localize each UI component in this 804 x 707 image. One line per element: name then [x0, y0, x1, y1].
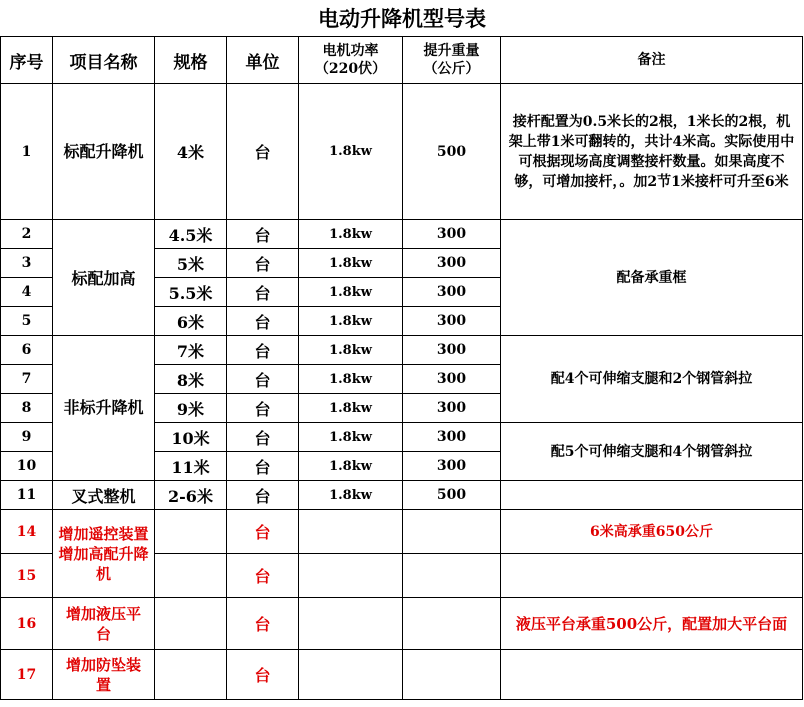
row-load — [403, 510, 501, 554]
header-load-line1: 提升重量 — [423, 43, 480, 59]
row-spec: 10米 — [155, 423, 227, 452]
row-name: 增加液压平台 — [53, 598, 155, 650]
row-power: 1.8kw — [299, 220, 403, 249]
row-unit: 台 — [227, 598, 299, 650]
row-spec: 7米 — [155, 336, 227, 365]
row-note — [501, 481, 803, 510]
row-spec — [155, 510, 227, 554]
group-note-standard-raise: 配备承重框 — [501, 220, 803, 336]
row-spec — [155, 598, 227, 650]
row-unit: 台 — [227, 365, 299, 394]
row-load: 500 — [403, 481, 501, 510]
row-seq: 15 — [1, 554, 53, 598]
row-unit: 台 — [227, 249, 299, 278]
group-name-standard-raise: 标配加高 — [53, 220, 155, 336]
row-unit: 台 — [227, 554, 299, 598]
row-note — [501, 554, 803, 598]
row-unit: 台 — [227, 650, 299, 700]
row-seq: 4 — [1, 278, 53, 307]
row-spec: 6米 — [155, 307, 227, 336]
row-spec: 9米 — [155, 394, 227, 423]
row-power: 1.8kw — [299, 307, 403, 336]
row-load: 300 — [403, 394, 501, 423]
row-power: 1.8kw — [299, 365, 403, 394]
table-row — [1, 84, 803, 220]
row-spec — [155, 650, 227, 700]
table-row — [1, 220, 803, 249]
header-power-line2: （220伏） — [314, 61, 387, 77]
table-row — [1, 598, 803, 650]
row-load — [403, 554, 501, 598]
row-seq: 14 — [1, 510, 53, 554]
row-unit: 台 — [227, 336, 299, 365]
row-unit: 台 — [227, 84, 299, 220]
row-power: 1.8kw — [299, 278, 403, 307]
row-unit: 台 — [227, 307, 299, 336]
row-seq: 5 — [1, 307, 53, 336]
model-table — [0, 36, 803, 700]
row-load: 300 — [403, 365, 501, 394]
group-name-nonstandard: 非标升降机 — [53, 336, 155, 481]
header-unit: 单位 — [227, 37, 299, 84]
table-row — [1, 650, 803, 700]
row-unit: 台 — [227, 423, 299, 452]
header-row — [1, 37, 803, 84]
header-power-line1: 电机功率 — [322, 43, 379, 59]
table-row — [1, 481, 803, 510]
row-load: 300 — [403, 307, 501, 336]
row-power — [299, 554, 403, 598]
row-note: 液压平台承重500公斤，配置加大平台面 — [501, 598, 803, 650]
header-load-line2: （公斤） — [423, 61, 480, 77]
group-note-9-10: 配5个可伸缩支腿和4个钢管斜拉 — [501, 423, 803, 481]
row-load: 300 — [403, 336, 501, 365]
table-title: 电动升降机型号表 — [318, 6, 486, 31]
row-seq: 2 — [1, 220, 53, 249]
row-load: 300 — [403, 249, 501, 278]
row-seq: 6 — [1, 336, 53, 365]
group-note-6-8: 配4个可伸缩支腿和2个钢管斜拉 — [501, 336, 803, 423]
row-unit: 台 — [227, 278, 299, 307]
row-seq: 7 — [1, 365, 53, 394]
group-name-remote: 增加遥控装置增加高配升降机 — [53, 510, 155, 598]
row-seq: 8 — [1, 394, 53, 423]
row-power: 1.8kw — [299, 249, 403, 278]
row-power: 1.8kw — [299, 336, 403, 365]
row-load: 300 — [403, 423, 501, 452]
header-note: 备注 — [501, 37, 803, 84]
row-spec: 11米 — [155, 452, 227, 481]
header-seq: 序号 — [1, 37, 53, 84]
row-power — [299, 650, 403, 700]
row-spec: 4米 — [155, 84, 227, 220]
row-seq: 1 — [1, 84, 53, 220]
row-unit: 台 — [227, 394, 299, 423]
row-unit: 台 — [227, 481, 299, 510]
row-seq: 16 — [1, 598, 53, 650]
row-name: 标配升降机 — [53, 84, 155, 220]
row-load: 300 — [403, 452, 501, 481]
header-power — [299, 37, 403, 84]
row-load: 300 — [403, 220, 501, 249]
row-spec: 4.5米 — [155, 220, 227, 249]
row-power — [299, 510, 403, 554]
header-load — [403, 37, 501, 84]
row-unit: 台 — [227, 510, 299, 554]
row-seq: 10 — [1, 452, 53, 481]
row-load: 300 — [403, 278, 501, 307]
row-name: 叉式整机 — [53, 481, 155, 510]
row-power: 1.8kw — [299, 423, 403, 452]
row-unit: 台 — [227, 452, 299, 481]
row-load — [403, 598, 501, 650]
row-spec: 5米 — [155, 249, 227, 278]
row-load — [403, 650, 501, 700]
row-power: 1.8kw — [299, 84, 403, 220]
header-name: 项目名称 — [53, 37, 155, 84]
header-spec: 规格 — [155, 37, 227, 84]
table-row — [1, 510, 803, 554]
row-name: 增加防坠装置 — [53, 650, 155, 700]
row-note — [501, 650, 803, 700]
row-spec: 5.5米 — [155, 278, 227, 307]
row-spec: 8米 — [155, 365, 227, 394]
row-power: 1.8kw — [299, 481, 403, 510]
row-spec: 2-6米 — [155, 481, 227, 510]
row-seq: 3 — [1, 249, 53, 278]
row-power: 1.8kw — [299, 452, 403, 481]
table-row — [1, 336, 803, 365]
row-unit: 台 — [227, 220, 299, 249]
group-note-remote: 6米高承重650公斤 — [501, 510, 803, 554]
row-load: 500 — [403, 84, 501, 220]
row-power: 1.8kw — [299, 394, 403, 423]
row-power — [299, 598, 403, 650]
row-seq: 9 — [1, 423, 53, 452]
row-seq: 11 — [1, 481, 53, 510]
row-note: 接杆配置为0.5米长的2根，1米长的2根，机架上带1米可翻转的，共计4米高。实际使用中可根据现场高度调整接杆数量。如果高度不够，可增加接杆，。加2节1米接杆可升至6米 — [501, 84, 803, 220]
row-spec — [155, 554, 227, 598]
row-seq: 17 — [1, 650, 53, 700]
